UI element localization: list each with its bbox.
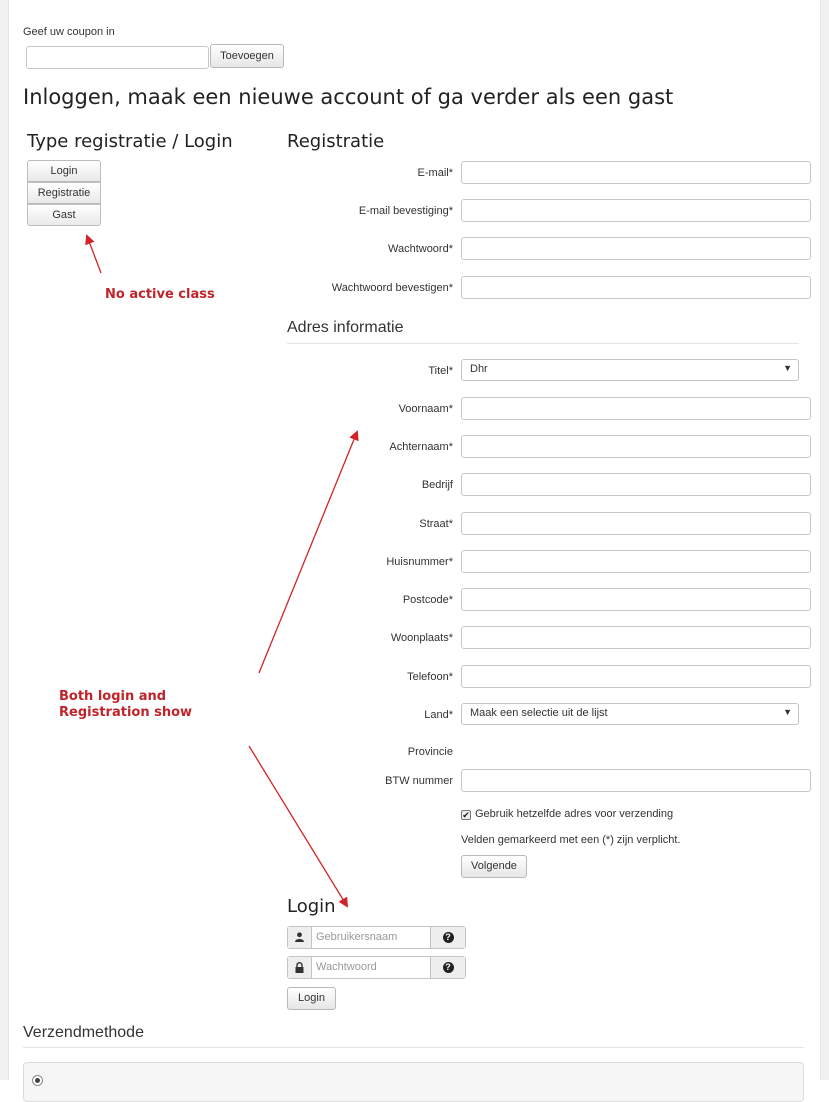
firstname-label: Voornaam* [398,403,453,415]
email-label: E-mail* [417,167,453,179]
arrow-to-type-buttons [87,236,101,273]
street-label: Straat* [419,518,453,530]
country-select[interactable] [461,703,799,725]
lock-icon [288,957,312,978]
shipping-divider [23,1047,804,1048]
password-label: Wachtwoord* [387,243,453,255]
password-group[interactable] [287,956,466,979]
same-address-label: Gebruik hetzelfde adres voor verzending [475,808,674,820]
chevron-down-icon: ▼ [783,707,792,717]
login-button[interactable]: Login [287,987,336,1010]
title-select[interactable] [461,359,799,381]
country-select-value: Maak een selectie uit de lijst [470,707,608,719]
username-input[interactable]: Gebruikersnaam [316,931,398,943]
shipping-method-box [23,1062,804,1102]
province-label: Provincie [407,746,453,758]
email-field[interactable] [461,161,811,184]
annotation-both-show: Both login and Registration show [59,689,193,720]
help-icon[interactable]: ? [430,927,465,948]
title-select-value: Dhr [470,363,488,375]
housenumber-label: Huisnummer* [386,556,453,568]
title-label: Titel* [428,365,453,377]
login-title: Login [287,896,336,917]
shipping-radio[interactable] [32,1075,43,1086]
city-field[interactable] [461,626,811,649]
type-registratie-button[interactable]: Registratie [27,182,101,204]
coupon-add-button[interactable]: Toevoegen [210,44,284,68]
user-icon [288,927,312,948]
coupon-label: Geef uw coupon in [23,26,115,38]
password-field[interactable] [461,237,811,260]
type-gast-button[interactable]: Gast [27,204,101,226]
next-button[interactable]: Volgende [461,855,527,878]
type-login-button[interactable]: Login [27,160,101,182]
registration-title: Registratie [287,131,385,152]
arrow-to-registration [259,432,357,673]
address-divider [287,343,799,344]
postcode-label: Postcode* [402,594,453,606]
same-address-checkbox[interactable]: ✔ [462,810,470,820]
arrow-to-login [249,746,347,906]
password-confirm-field[interactable] [461,276,811,299]
page-title: Inloggen, maak een nieuwe account of ga verder als een gast [23,85,674,109]
lastname-field[interactable] [461,435,811,458]
email-confirm-label: E-mail bevestiging* [358,205,453,217]
shipping-title: Verzendmethode [23,1024,144,1041]
street-field[interactable] [461,512,811,535]
firstname-field[interactable] [461,397,811,420]
annotation-no-active: No active class [105,287,215,302]
chevron-down-icon: ▼ [783,363,792,373]
phone-field[interactable] [461,665,811,688]
address-title: Adres informatie [287,319,404,336]
vat-label: BTW nummer [385,775,453,787]
lastname-label: Achternaam* [389,441,453,453]
help-icon[interactable]: ? [430,957,465,978]
country-label: Land* [424,709,453,721]
email-confirm-field[interactable] [461,199,811,222]
vat-field[interactable] [461,769,811,792]
housenumber-field[interactable] [461,550,811,573]
password-input[interactable]: Wachtwoord [316,961,377,973]
password-confirm-label: Wachtwoord bevestigen* [331,282,453,294]
postcode-field[interactable] [461,588,811,611]
type-section-title: Type registratie / Login [27,131,233,152]
phone-label: Telefoon* [407,671,453,683]
required-note: Velden gemarkeerd met een (*) zijn verplicht. [461,834,681,846]
company-label: Bedrijf [421,479,453,491]
company-field[interactable] [461,473,811,496]
city-label: Woonplaats* [390,632,453,644]
username-group[interactable] [287,926,466,949]
